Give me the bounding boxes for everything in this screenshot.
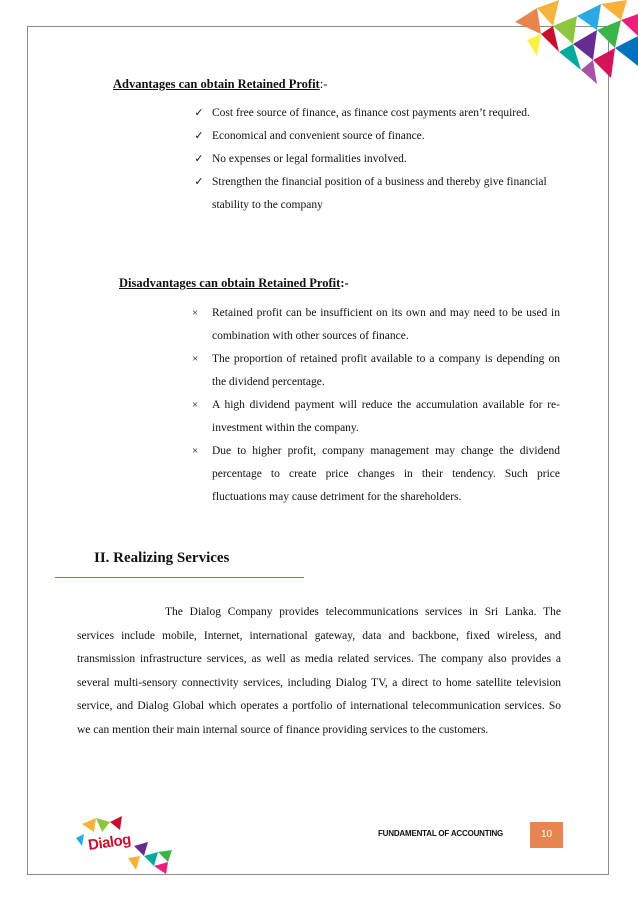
cross-icon: × [192,399,199,411]
list-item: ✓ Economical and convenient source of finance. [192,125,552,148]
footer-course-title: FUNDAMENTAL OF ACCOUNTING [378,829,504,838]
checkmark-icon: ✓ [194,153,204,165]
list-item: ✓ Cost free source of finance, as finance cost payments aren’t required. [192,102,552,125]
decorative-triangles-graphic [497,0,638,85]
section-paragraph: The Dialog Company provides telecommunications services in Sri Lanka. The services include mobile, Internet, international gateway, data and backbone, fixed wireless, and transmission infrastructure services, as well as media related services. The company also provides a several multi-sensory connectivity services, including Dialog TV, a direct to home satellite television service, and Dialog Global which operates a portfolio of international telecommunication services. So we can mention their main internal source of finance providing services to the customers. [77,606,561,736]
list-item: × A high dividend payment will reduce the accumulation available for re-investment within the company. [192,394,560,440]
checkmark-icon: ✓ [194,107,204,119]
list-item: × Due to higher profit, company management may change the dividend percentage to create price changes in their tendency. Such price fluctuations may cause detriment for the shareholders. [192,440,560,509]
list-item: × The proportion of retained profit available to a company is depending on the dividend percentage. [192,348,560,394]
section-underline [55,577,304,578]
checkmark-icon: ✓ [194,176,204,188]
list-item: ✓ Strengthen the financial position of a business and thereby give financial stability to the company [192,171,552,217]
dialog-logo [74,816,174,874]
page-number-badge: 10 [530,822,563,848]
cross-icon: × [192,307,199,319]
checkmark-icon: ✓ [194,130,204,142]
advantages-list [192,102,552,217]
cross-icon: × [192,445,199,457]
logo-wordmark: Dialog [87,831,132,854]
cross-icon: × [192,353,199,365]
list-item: ✓ No expenses or legal formalities involved. [192,148,552,171]
advantages-heading: Advantages can obtain Retained Profit:- [113,77,328,91]
disadvantages-list [192,302,560,509]
list-item: × Retained profit can be insufficient on its own and may need to be used in combination with other sources of finance. [192,302,560,348]
section-title: II. Realizing Services [94,550,230,566]
disadvantages-heading: Disadvantages can obtain Retained Profit:- [119,276,349,290]
